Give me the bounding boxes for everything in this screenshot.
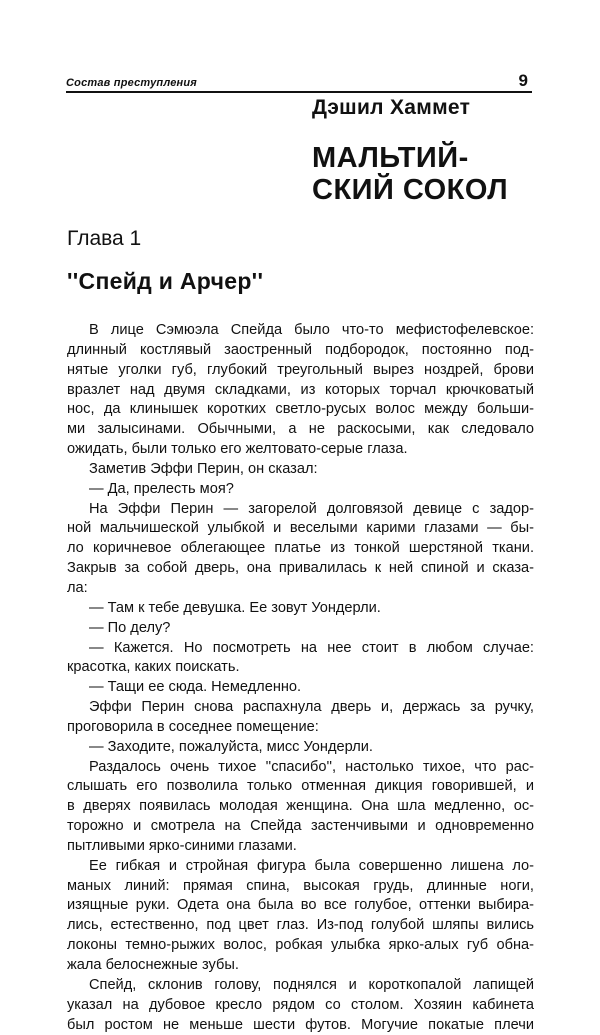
text-line: указал на дубовое кресло рядом со столом. Хозяин кабинета [67, 996, 534, 1013]
text-line: в дверях появилась молодая женщина. Она шла медленно, ос- [67, 798, 534, 815]
text-line: ми залысинами. Обычными, а не раскосыми, как следовало [67, 421, 534, 438]
text-line: — Заходите, пожалуйста, мисс Уондерли. [89, 738, 373, 755]
chapter-label: Глава 1 [67, 227, 142, 250]
text-line: вразлет над двумя складками, из которых торчал крючковатый [67, 381, 534, 398]
text-line: слышать его позволила только отменная дикция говорившей, и [67, 778, 534, 795]
text-line: жала белоснежные зубы. [67, 957, 239, 973]
page-number: 9 [518, 71, 528, 90]
text-line: — Да, прелесть моя? [89, 480, 234, 497]
chapter-title: ''Спейд и Арчер'' [67, 268, 264, 294]
text-line: На Эффи Перин — загорелой долговязой девице с задор- [89, 500, 534, 517]
text-line: ожидать, были только его желтовато-серые глаза. [67, 441, 408, 458]
text-line: нятые уголки губ, глубокий треугольный вырез ноздрей, брови [67, 361, 534, 378]
book-title-line: МАЛЬТИЙ- [312, 142, 469, 174]
text-line: Эффи Перин снова распахнула дверь и, держась за ручку, [89, 699, 534, 716]
text-line: Закрыв за собой дверь, она привалилась к ней спиной и сказа- [67, 560, 534, 577]
text-line: изящные руки. Одета она была во все голубое, оттенки выбира- [67, 897, 534, 914]
text-line: — Тащи ее сюда. Немедленно. [89, 679, 302, 696]
text-line: был ростом не меньше шести футов. Могучие покатые плечи [67, 1016, 534, 1033]
book-title [312, 142, 508, 206]
text-line: пытливыми ярко-синими глазами. [67, 837, 297, 854]
text-line: Ее гибкая и стройная фигура была совершенно лишена ло- [89, 857, 534, 874]
body-text [67, 321, 534, 1035]
text-line: длинный костлявый заостренный подбородок, постоянно под- [67, 341, 534, 358]
text-line: — Там к тебе девушка. Ее зовут Уондерли. [89, 599, 381, 616]
text-line: нос, да клинышек коротких светло-русых волос между больши- [67, 401, 534, 418]
running-header [66, 73, 532, 93]
author-name: Дэшил Хаммет [312, 96, 471, 119]
text-line: Раздалось очень тихое ''спасибо'', настолько тихое, что рас- [89, 758, 534, 775]
text-line: ло коричневое облегающее платье из тонкой шерстяной ткани. [67, 540, 534, 557]
text-line: красотка, каких поискать. [67, 659, 240, 676]
running-title: Состав преступления [66, 77, 197, 89]
text-line: — По делу? [89, 619, 171, 636]
text-line: Спейд, склонив голову, поднялся и короткопалой лапищей [89, 976, 534, 993]
text-line: ла: [67, 579, 88, 596]
text-line: локоны темно-рыжих волос, робкая улыбка ярко-алых губ обна- [67, 937, 534, 954]
text-line: лись, естественно, под цвет глаз. Из-под голубой шляпы вились [67, 917, 534, 934]
text-line: проговорила в соседнее помещение: [67, 718, 319, 735]
text-line: — Кажется. Но посмотреть на нее стоит в любом случае: [89, 639, 534, 656]
book-title-line: СКИЙ СОКОЛ [312, 174, 509, 206]
text-line: Заметив Эффи Перин, он сказал: [89, 460, 318, 477]
text-line: В лице Сэмюэла Спейда было что-то мефистофелевское: [89, 322, 534, 338]
text-line: ной мальчишеской улыбкой и веселыми карими глазами — бы- [67, 520, 534, 537]
text-line: торожно и смотрела на Спейда застенчивыми и одновременно [67, 818, 534, 835]
text-line: маных линий: прямая спина, высокая грудь, длинные ноги, [67, 877, 534, 894]
